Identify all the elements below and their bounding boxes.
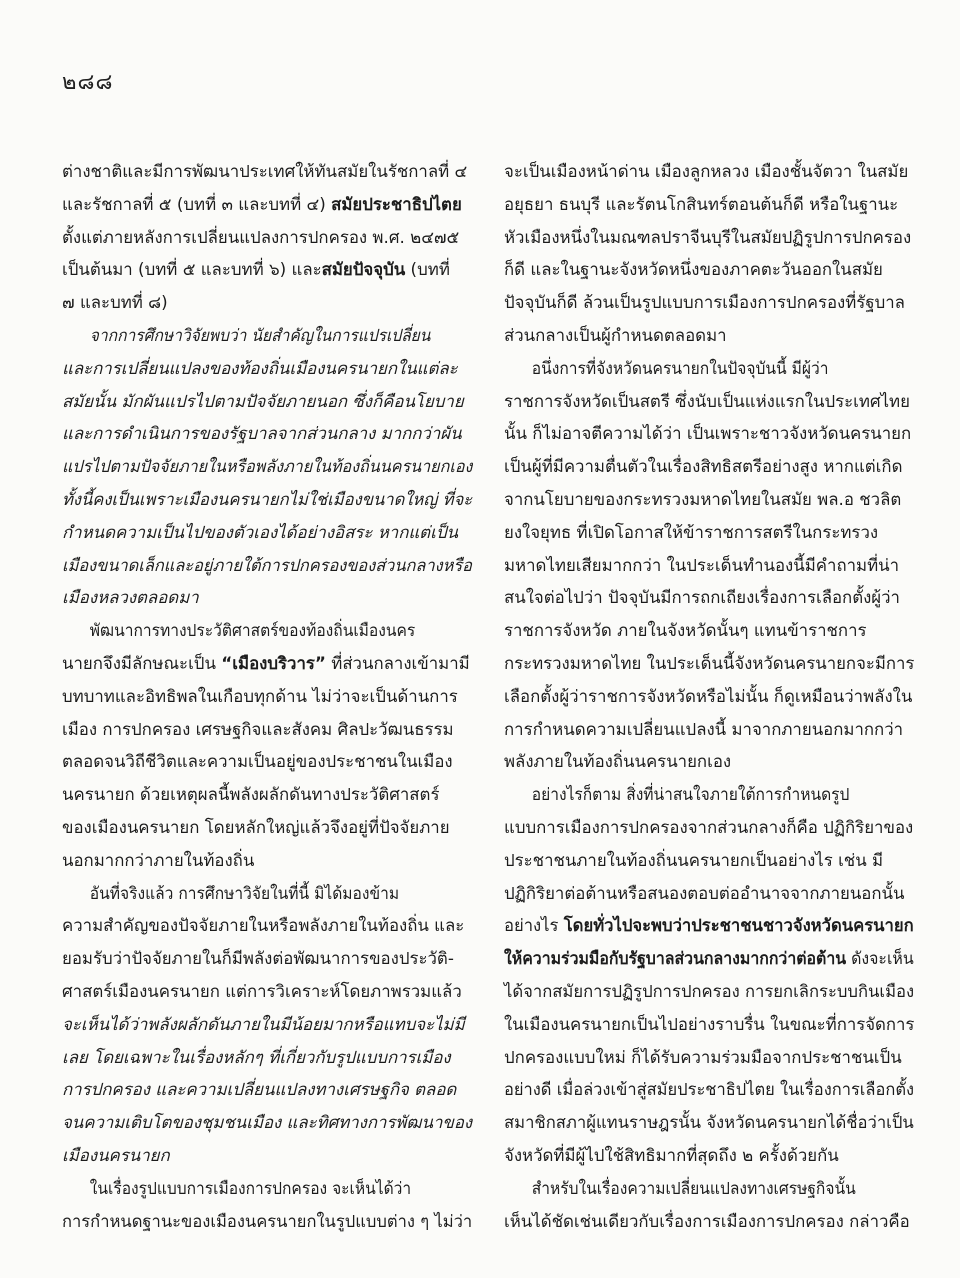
text-line (504, 942, 914, 975)
text-line (62, 1172, 442, 1205)
text-line (62, 253, 472, 286)
text-line (62, 385, 472, 418)
line-text: ราชการจังหวัดเป็นสตรี ซึ่งนับเป็นแห่งแรกในประเทศไทย (504, 390, 910, 411)
line-text: ที่ส่วนกลางเข้ามามี (325, 652, 470, 673)
line-text: ได้จากสมัยการปฏิรูปการปกครอง การยกเลิกระบบกินเมือง (504, 980, 915, 1001)
line-text: เมืองขนาดเล็กและอยู่ภายใต้การปกครองของส่วนกลางหรือ (62, 554, 472, 575)
text-line (504, 811, 914, 844)
text-line (62, 516, 472, 549)
text-line (504, 1073, 915, 1106)
line-text: การปกครอง และความเปลี่ยนแปลงทางเศรษฐกิจ ตลอด (62, 1079, 457, 1100)
text-line (62, 975, 472, 1008)
text-line (504, 975, 915, 1008)
text-line (504, 188, 914, 221)
text-line (62, 450, 473, 483)
text-line (504, 1041, 914, 1074)
line-text: จากการศึกษาวิจัยพบว่า นัยสำคัญในการแปรเปลี่ยน (89, 324, 431, 345)
text-line (504, 614, 914, 647)
line-text: พลังภายในท้องถิ่นนครนายกเอง (504, 751, 732, 772)
text-line (62, 286, 472, 319)
line-text: จนความเติบโตของชุมชนเมือง และทิศทางการพัฒนาของ (62, 1112, 473, 1133)
text-line (504, 352, 884, 385)
line-text: สำหรับในเรื่องความเปลี่ยนแปลงทางเศรษฐกิจนั้น (531, 1177, 856, 1198)
line-text: และการดำเนินการของรัฐบาลจากส่วนกลาง มากกว่าผัน (62, 423, 462, 444)
line-text: นอกมากกว่าภายในท้องถิ่น (62, 849, 255, 870)
text-line (62, 877, 442, 910)
line-text: กระทรวงมหาดไทย ในประเด็นนี้จังหวัดนครนายกจะมีการ (504, 652, 915, 673)
line-text: เลือกตั้งผู้ว่าราชการจังหวัดหรือไม่นั้น ก็ดูเหมือนว่าพลังใน (504, 685, 913, 706)
text-line (504, 877, 914, 910)
line-text: มหาดไทยเสียมากกว่า ในประเด็นทำนองนี้มีคำถามที่น่า (504, 554, 900, 575)
text-line (504, 286, 914, 319)
text-line (504, 1205, 914, 1238)
text-line (504, 1106, 914, 1139)
text-line (62, 680, 472, 713)
line-text: ศาสตร์เมืองนครนายก แต่การวิเคราะห์โดยภาพรวมแล้ว (62, 980, 462, 1001)
line-text: ปฏิกิริยาต่อต้านหรือสนองตอบต่ออำนาจจากภายนอกนั้น (504, 882, 905, 903)
line-text: ราชการจังหวัด ภายในจังหวัดนั้นๆ แทนข้าราชการ (504, 620, 867, 641)
text-line (504, 483, 914, 516)
text-line (62, 549, 472, 582)
line-text: เป็นผู้ที่มีความตื่นตัวในเรื่องสิทธิสตรีอย่างสูง หากแต่เกิด (504, 456, 903, 477)
line-text: ส่วนกลางเป็นผู้กำหนดตลอดมา (504, 324, 727, 345)
line-text: การกำหนดความเปลี่ยนแปลงนี้ มาจากภายนอกมากกว่า (504, 718, 904, 739)
text-line (504, 385, 914, 418)
text-line (62, 811, 472, 844)
text-line (504, 1172, 884, 1205)
line-text: ปกครองแบบใหม่ ก็ได้รับความร่วมมือจากประชาชนเป็น (504, 1046, 902, 1067)
text-line (62, 942, 472, 975)
text-line (504, 221, 914, 254)
text-line (62, 647, 472, 680)
line-text: ยงใจยุทธ ที่เปิดโอกาสให้ข้าราชการสตรีในกระทรวง (504, 521, 879, 542)
line-text: ในเรื่องรูปแบบการเมืองการปกครอง จะเห็นได้ว่า (89, 1177, 412, 1198)
line-text: พัฒนาการทางประวัติศาสตร์ของท้องถิ่นเมืองนคร (89, 620, 416, 641)
text-line (504, 909, 914, 942)
bold-emphasis: สมัยประชาธิปไตย (331, 193, 462, 214)
line-text: สมาชิกสภาผู้แทนราษฎรนั้น จังหวัดนครนายกได้ชื่อว่าเป็น (504, 1112, 914, 1133)
text-line (504, 516, 914, 549)
text-line (62, 1008, 472, 1041)
line-text: เลย โดยเฉพาะในเรื่องหลักๆ ที่เกี่ยวกับรูปแบบการเมือง (62, 1046, 451, 1067)
text-line (504, 549, 914, 582)
text-line (504, 417, 914, 450)
line-text: จากนโยบายของกระทรวงมหาดไทยในสมัย พล.อ ชวลิต (504, 488, 902, 509)
text-line (504, 1139, 914, 1172)
text-line (504, 713, 914, 746)
line-text: สนใจต่อไปว่า ปัจจุบันมีการถกเถียงเรื่องการเลือกตั้งผู้ว่า (504, 587, 900, 608)
left-column (62, 155, 472, 1237)
line-text: ของเมืองนครนายก โดยหลักใหญ่แล้วจึงอยู่ที่ปัจจัยภาย (62, 816, 450, 837)
line-text: แปรไปตามปัจจัยภายในหรือพลังภายในท้องถิ่นนครนายกเอง (62, 456, 473, 477)
line-text: ดังจะเห็น (846, 948, 914, 969)
right-column (504, 155, 914, 1237)
text-line (62, 614, 442, 647)
line-text: อนึ่งการที่จังหวัดนครนายกในปัจจุบันนี้ มีผู้ว่า (531, 357, 829, 378)
text-line (62, 319, 442, 352)
text-line (62, 1205, 473, 1238)
line-text: สมัยนั้น มักผันแปรไปตามปัจจัยภายนอก ซึ่งก็คือนโยบาย (62, 390, 464, 411)
line-text: เมือง การปกครอง เศรษฐกิจและสังคม ศิลปะวัฒนธรรม (62, 718, 454, 739)
line-text: ประชาชนภายในท้องถิ่นนครนายกเป็นอย่างไร เช่น มี (504, 849, 884, 870)
line-text: อยุธยา ธนบุรี และรัตนโกสินทร์ตอนต้นก็ดี หรือในฐานะ (504, 193, 899, 214)
text-line (504, 581, 914, 614)
text-line (62, 1073, 472, 1106)
bold-emphasis: โดยทั่วไปจะพบว่าประชาชนชาวจังหวัดนครนายก (563, 915, 914, 936)
text-line (62, 221, 472, 254)
text-line (62, 188, 472, 221)
line-text: เมืองหลวงตลอดมา (62, 587, 199, 608)
line-text: จะเป็นเมืองหน้าด่าน เมืองลูกหลวง เมืองชั้นจัตวา ในสมัย (504, 161, 909, 181)
text-line (62, 745, 472, 778)
text-line (504, 450, 914, 483)
text-line (62, 417, 472, 450)
text-line (62, 1106, 471, 1139)
text-line (504, 745, 914, 778)
line-text: ความสำคัญของปัจจัยภายในหรือพลังภายในท้องถิ่น และ (62, 915, 465, 936)
line-text: ตั้งแต่ภายหลังการเปลี่ยนแปลงการปกครอง พ.ศ. ๒๔๗๕ (62, 226, 460, 247)
line-text: ปัจจุบันก็ดี ล้วนเป็นรูปแบบการเมืองการปกครองที่รัฐบาล (504, 292, 905, 313)
text-line (62, 483, 473, 516)
text-line (62, 352, 472, 385)
text-line (62, 844, 472, 877)
line-text: หัวเมืองหนึ่งในมณฑลปราจีนบุรีในสมัยปฏิรูปการปกครอง (504, 226, 912, 247)
line-text: เมืองนครนายก (62, 1144, 170, 1165)
bold-emphasis: “เมืองบริวาร” (221, 652, 326, 673)
line-text: นายกจึงมีลักษณะเป็น (62, 652, 222, 673)
text-line (62, 713, 472, 746)
bold-emphasis: สมัยปัจจุบัน (321, 259, 406, 280)
text-line (504, 680, 914, 713)
line-text: กำหนดความเป็นไปของตัวเองได้อย่างอิสระ หากแต่เป็น (62, 521, 458, 542)
text-line (504, 647, 913, 680)
line-text: อย่างไร (504, 915, 564, 936)
text-line (504, 319, 914, 352)
line-text: จะเห็นได้ว่าพลังผลักดันภายในมีน้อยมากหรือแทบจะไม่มี (62, 1013, 465, 1034)
line-text: เป็นต้นมา (บทที่ ๕ และบทที่ ๖) และ (62, 259, 322, 280)
text-line (62, 581, 472, 614)
line-text: อย่างดี เมื่อล่วงเข้าสู่สมัยประชาธิปไตย ในเรื่องการเลือกตั้ง (504, 1079, 915, 1100)
text-line (62, 778, 472, 811)
text-line (504, 155, 914, 188)
text-line (62, 155, 472, 188)
line-text: ๗ และบทที่ ๘) (62, 292, 168, 313)
text-line (504, 1008, 913, 1041)
line-text: นครนายก ด้วยเหตุผลนี้พลังผลักดันทางประวัติศาสตร์ (62, 784, 440, 805)
line-text: แบบการเมืองการปกครองจากส่วนกลางก็คือ ปฏิกิริยาของ (504, 816, 914, 837)
line-text: ทั้งนี้คงเป็นเพราะเมืองนครนายกไม่ใช่เมืองขนาดใหญ่ ที่จะ (62, 488, 473, 509)
line-text: บทบาทและอิทธิพลในเกือบทุกด้าน ไม่ว่าจะเป็นด้านการ (62, 685, 458, 706)
text-line (504, 844, 914, 877)
line-text: เห็นได้ชัดเช่นเดียวกับเรื่องการเมืองการปกครอง กล่าวคือ (504, 1210, 910, 1231)
page-number: ๒๘๘ (62, 70, 114, 95)
text-line (504, 253, 914, 286)
line-text: (บทที่ (405, 259, 450, 280)
bold-emphasis: ให้ความร่วมมือกับรัฐบาลส่วนกลางมากกว่าต่อต้าน (504, 948, 847, 969)
text-line (62, 909, 472, 942)
line-text: และรัชกาลที่ ๕ (บทที่ ๓ และบทที่ ๔) (62, 193, 332, 214)
line-text: อย่างไรก็ตาม สิ่งที่น่าสนใจภายใต้การกำหนดรูป (531, 784, 850, 805)
text-line (62, 1139, 472, 1172)
line-text: นั้น ก็ไม่อาจตีความได้ว่า เป็นเพราะชาวจังหวัดนครนายก (504, 423, 912, 444)
line-text: และการเปลี่ยนแปลงของท้องถิ่นเมืองนครนายกในแต่ละ (62, 357, 458, 378)
text-line (504, 778, 884, 811)
line-text: ยอมรับว่าปัจจัยภายในก็มีพลังต่อพัฒนาการของประวัติ- (62, 948, 454, 969)
line-text: ตลอดจนวิถีชีวิตและความเป็นอยู่ของประชาชนในเมือง (62, 751, 453, 772)
text-line (62, 1041, 472, 1074)
line-text: การกำหนดฐานะของเมืองนครนายกในรูปแบบต่าง ๆ ไม่ว่า (62, 1210, 473, 1231)
line-text: ในเมืองนครนายกเป็นไปอย่างราบรื่น ในขณะที่การจัดการ (504, 1013, 915, 1034)
line-text: อันที่จริงแล้ว การศึกษาวิจัยในที่นี้ มิได้มองข้าม (89, 882, 400, 903)
line-text: จังหวัดที่มีผู้ไปใช้สิทธิมากที่สุดถึง ๒ ครั้งด้วยกัน (504, 1144, 839, 1165)
line-text: ต่างชาติและมีการพัฒนาประเทศให้ทันสมัยในรัชกาลที่ ๔ (62, 161, 468, 181)
line-text: ก็ดี และในฐานะจังหวัดหนึ่งของภาคตะวันออกในสมัย (504, 259, 883, 280)
